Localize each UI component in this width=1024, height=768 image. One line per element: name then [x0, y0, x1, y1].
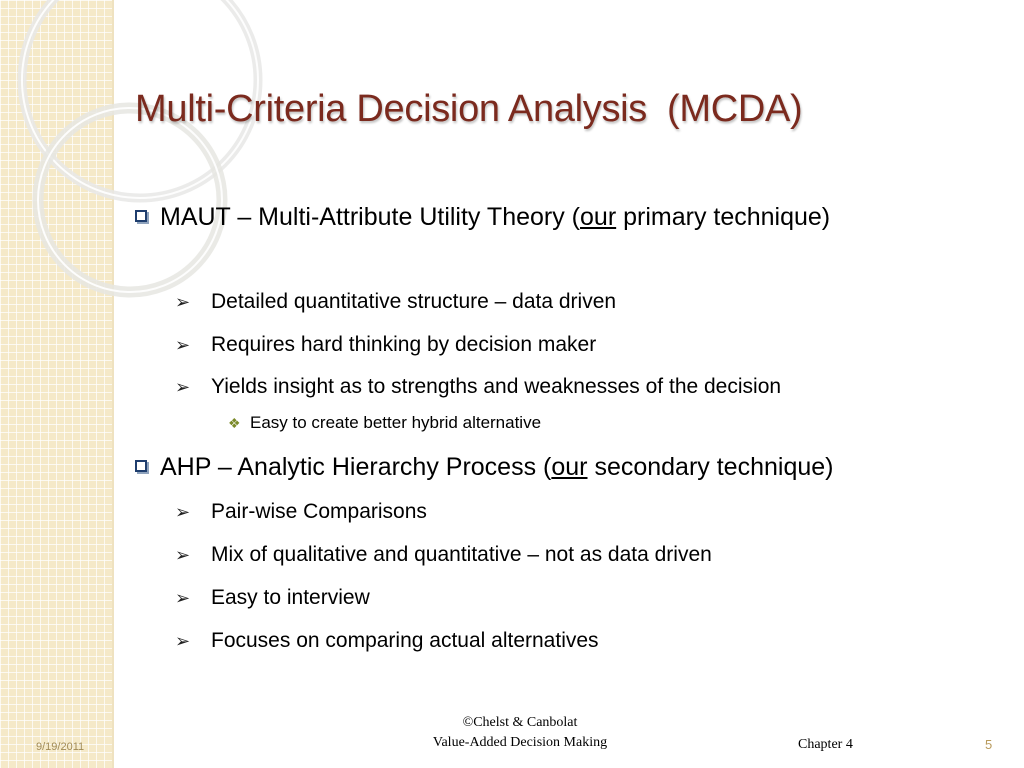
diamond-bullet-icon: ❖	[228, 415, 241, 431]
list-item: ➢ Easy to interview	[175, 584, 1005, 612]
footer-date: 9/19/2011	[36, 741, 85, 753]
bullet-ahp: AHP – Analytic Hierarchy Process (our secondary technique)	[135, 448, 1015, 486]
slide-number: 5	[985, 737, 993, 752]
bullet-maut: MAUT – Multi-Attribute Utility Theory (our primary technique)	[135, 198, 1015, 236]
footer-copyright: ©Chelst & Canbolat	[462, 715, 578, 730]
slide-title: Multi-Criteria Decision Analysis (MCDA)	[135, 88, 803, 130]
list-item: ➢ Focuses on comparing actual alternatives	[175, 627, 1005, 655]
square-bullet-icon	[135, 460, 147, 472]
arrow-bullet-icon: ➢	[175, 588, 191, 608]
footer-book-title: Value-Added Decision Making	[432, 735, 608, 750]
list-item: ➢ Yields insight as to strengths and weaknesses of the decision	[175, 373, 1005, 401]
list-item: ➢ Detailed quantitative structure – data driven	[175, 288, 1005, 316]
list-item: ➢ Pair-wise Comparisons	[175, 498, 1005, 526]
arrow-bullet-icon: ➢	[175, 502, 191, 522]
arrow-bullet-icon: ➢	[175, 292, 191, 312]
list-item: ➢ Mix of qualitative and quantitative – not as data driven	[175, 541, 1005, 569]
arrow-bullet-icon: ➢	[175, 335, 191, 355]
arrow-bullet-icon: ➢	[175, 631, 191, 651]
arrow-bullet-icon: ➢	[175, 377, 191, 397]
footer-credits	[380, 713, 660, 753]
square-bullet-icon	[135, 210, 147, 222]
arrow-bullet-icon: ➢	[175, 545, 191, 565]
list-item: ❖ Easy to create better hybrid alternative	[228, 413, 542, 432]
footer-chapter: Chapter 4	[798, 737, 853, 752]
list-item: ➢ Requires hard thinking by decision maker	[175, 331, 1005, 359]
decorative-rings	[0, 0, 320, 330]
